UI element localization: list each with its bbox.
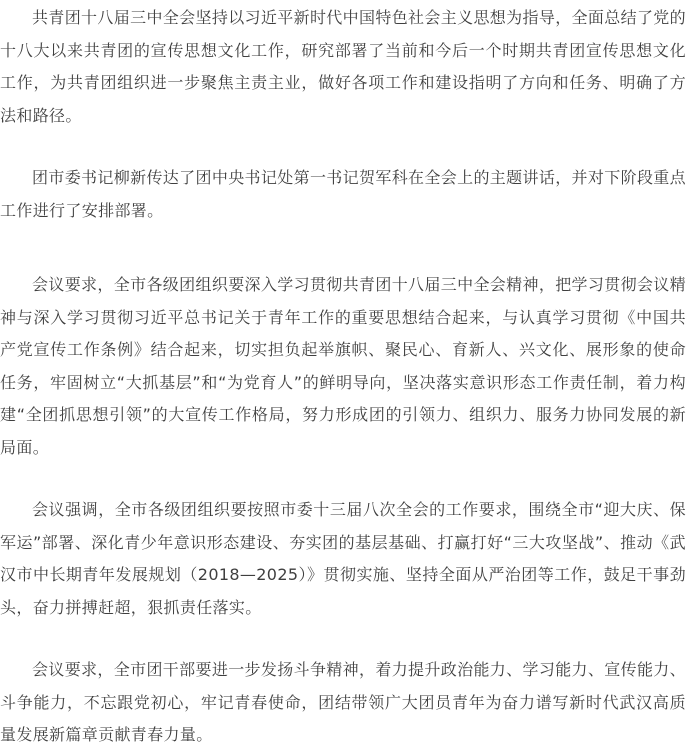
paragraph-spacer xyxy=(0,227,686,269)
paragraph-emphasis: 会议强调，全市各级团组织要按照市委十三届八次全会的工作要求，围绕全市“迎大庆、保军运”部署、深化青少年意识形态建设、夯实团的基层基础、打赢打好“三大攻坚战”、推动《武汉市中长期青年发展规划（2018—2025）》贯彻实施、坚持全面从严治团等工作，鼓足干事劲头，奋力拼搏赶超，狠抓责任落实。 xyxy=(0,500,686,617)
paragraph-speech: 团市委书记柳新传达了团中央书记处第一书记贺军科在全会上的主题讲话，并对下阶段重点工作进行了安排部署。 xyxy=(0,168,686,220)
paragraph-requirement: 会议要求，全市各级团组织要深入学习贯彻共青团十八届三中全会精神，把学习贯彻会议精神与深入学习贯彻习近平总书记关于青年工作的重要思想结合起来，与认真学习贯彻《中国共产党宣传工作条例》结合起来，切实担负起举旗帜、聚民心、育新人、兴文化、展形象的使命任务，牢固树立“大抓基层”和“为党育人”的鲜明导向，坚决落实意识形态工作责任制，着力构建“全团抓思想引领”的大宣传工作格局，努力形成团的引领力、组织力、服务力协同发展的新局面。 xyxy=(0,275,686,457)
paragraph-cadre-requirement: 会议要求，全市团干部要进一步发扬斗争精神，着力提升政治能力、学习能力、宣传能力、斗争能力，不忘跟党初心，牢记青春使命，团结带领广大团员青年为奋力谱写新时代武汉高质量发展新篇章贡献青春力量。 xyxy=(0,660,686,744)
paragraph-summary: 共青团十八届三中全会坚持以习近平新时代中国特色社会主义思想为指导，全面总结了党的十八大以来共青团的宣传思想文化工作，研究部署了当前和今后一个时期共青团宣传思想文化工作，为共青团组织进一步聚焦主责主业，做好各项工作和建设指明了方向和任务、明确了方法和路径。 xyxy=(0,8,686,125)
paragraph-spacer xyxy=(0,132,686,162)
paragraph-spacer xyxy=(0,624,686,654)
paragraph-spacer xyxy=(0,464,686,494)
